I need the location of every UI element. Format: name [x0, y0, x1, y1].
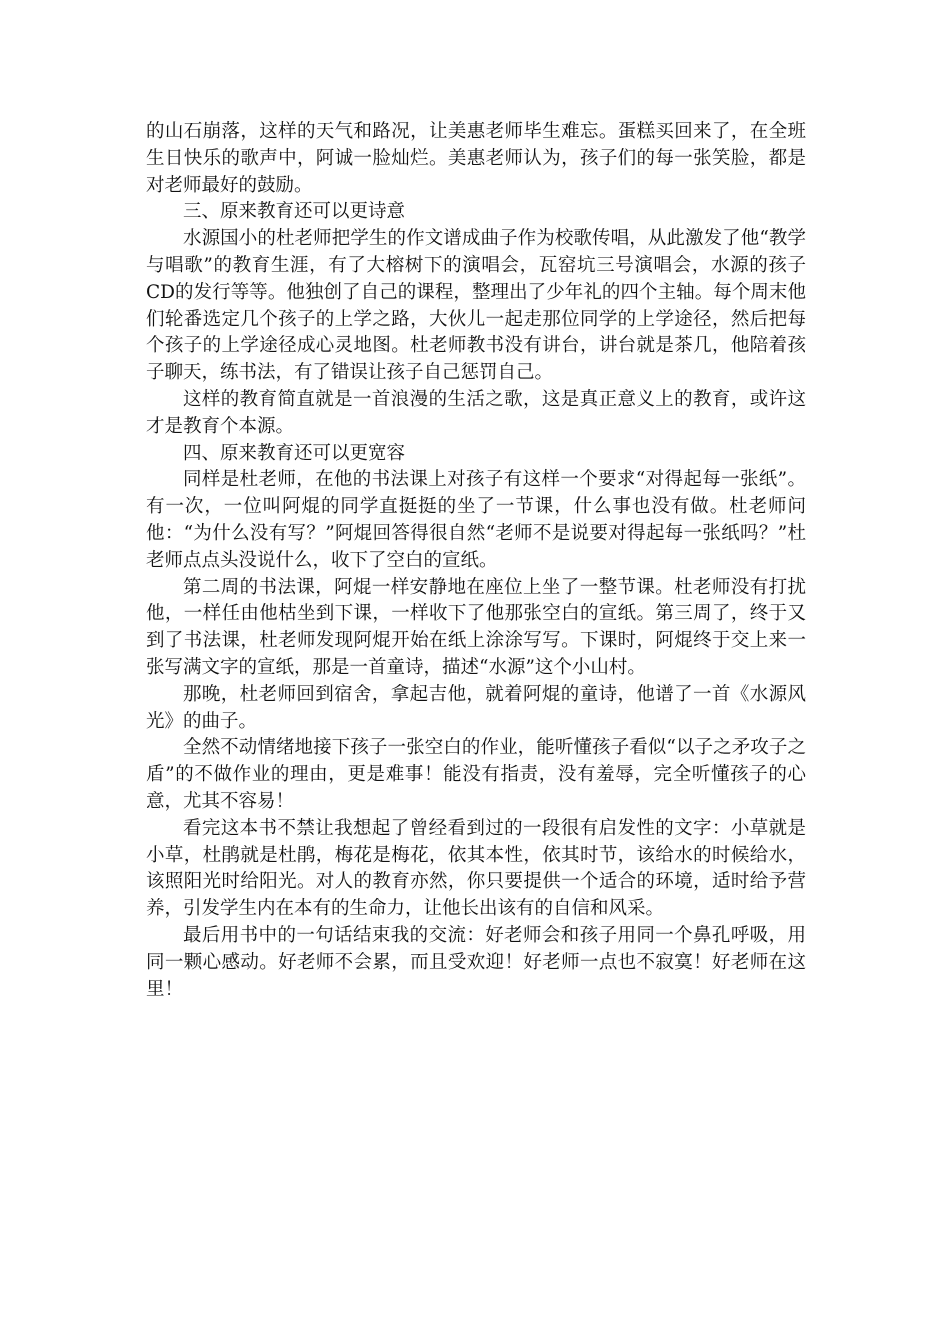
paragraph: 第二周的书法课，阿焜一样安静地在座位上坐了一整节课。杜老师没有打扰他，一样任由他枯坐到下课，一样收下了他那张空白的宣纸。第三周了，终于又到了书法课，杜老师发现阿焜开始在纸上涂涂写写。下课时，阿焜终于交上来一张写满文字的宣纸，那是一首童诗，描述“水源”这个小山村。 — [146, 576, 806, 678]
paragraph-closing: 最后用书中的一句话结束我的交流：好老师会和孩子用同一个鼻孔呼吸，用同一颗心感动。好老师不会累，而且受欢迎！好老师一点也不寂寞！好老师在这里！ — [146, 924, 806, 1000]
paragraph: 这样的教育简直就是一首浪漫的生活之歌，这是真正意义上的教育，或许这才是教育个本源。 — [146, 388, 806, 437]
paragraph: 全然不动情绪地接下孩子一张空白的作业，能听懂孩子看似“以子之矛攻子之盾”的不做作业的理由，更是难事！能没有指责，没有羞辱，完全听懂孩子的心意，尤其不容易！ — [146, 737, 806, 812]
document-body — [146, 119, 806, 1003]
paragraph: 水源国小的杜老师把学生的作文谱成曲子作为校歌传唱，从此激发了他“教学与唱歌”的教育生涯，有了大榕树下的演唱会，瓦窑坑三号演唱会，水源的孩子CD的发行等等。他独创了自己的课程，整理出了少年礼的四个主轴。每个周末他们轮番选定几个孩子的上学之路，大伙儿一起走那位同学的上学途径，然后把每个孩子的上学途径成心灵地图。杜老师教书没有讲台，讲台就是茶几，他陪着孩子聊天，练书法，有了错误让孩子自己惩罚自己。 — [146, 228, 806, 384]
section-heading-poetic: 三、原来教育还可以更诗意 — [183, 201, 406, 223]
paragraph: 那晚，杜老师回到宿舍，拿起吉他，就着阿焜的童诗，他谱了一首《水源风光》的曲子。 — [146, 683, 806, 732]
paragraph: 看完这本书不禁让我想起了曾经看到过的一段很有启发性的文字：小草就是小草，杜鹃就是杜鹃，梅花是梅花，依其本性，依其时节，该给水的时候给水，该照阳光时给阳光。对人的教育亦然，你只要提供一个适合的环境，适时给予营养，引发学生内在本有的生命力，让他长出该有的自信和风采。 — [146, 817, 806, 920]
paragraph-continuation: 的山石崩落，这样的天气和路况，让美惠老师毕生难忘。蛋糕买回来了，在全班生日快乐的歌声中，阿诚一脸灿烂。美惠老师认为，孩子们的每一张笑脸，都是对老师最好的鼓励。 — [146, 121, 806, 196]
section-heading-tolerant: 四、原来教育还可以更宽容 — [183, 442, 406, 464]
paragraph: 同样是杜老师，在他的书法课上对孩子有这样一个要求“对得起每一张纸”。有一次，一位叫阿焜的同学直挺挺的坐了一节课，什么事也没有做。杜老师问他：“为什么没有写？”阿焜回答得很自然“老师不是说要对得起每一张纸吗？”杜老师点点头没说什么，收下了空白的宣纸。 — [146, 469, 806, 571]
